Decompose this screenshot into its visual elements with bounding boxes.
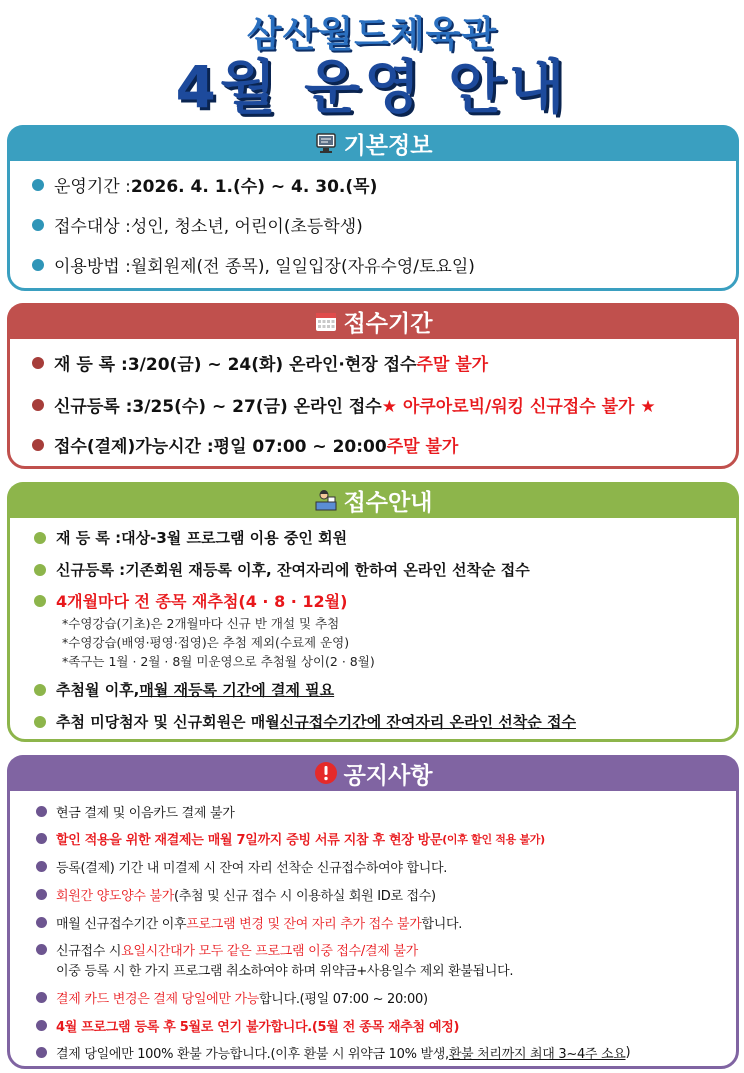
section-notices <box>7 755 739 1069</box>
section-title: 접수기간 <box>343 310 433 337</box>
section-header <box>7 482 739 518</box>
list-item: 신규등록 : 3/25(수) ~ 27(금) 온라인 접수 ★ 아쿠아로빅/워킹 신규접수 불가 ★ <box>32 392 656 417</box>
bullet <box>34 684 46 696</box>
bullet <box>36 806 47 817</box>
bullet <box>34 595 46 607</box>
note-text: *수영강습(배영·평영·접영)은 추첨 제외(수료제 운영) <box>62 635 350 650</box>
section-basic-info <box>7 125 739 291</box>
computer-icon <box>314 131 338 155</box>
bullet <box>34 532 46 544</box>
section-title: 접수안내 <box>343 489 433 516</box>
bullet <box>36 861 47 872</box>
bullet <box>36 889 47 900</box>
bullet <box>34 716 46 728</box>
bullet <box>36 992 47 1003</box>
list-item: 추첨월 이후, 매월 재등록 기간에 결제 필요 <box>34 679 334 700</box>
bullet <box>32 357 44 369</box>
exclamation-icon <box>314 761 338 785</box>
list-item: 추첨 미당첨자 및 신규회원은 매월 신규접수기간에 잔여자리 온라인 선착순 접수 <box>34 711 576 732</box>
note-text: *수영강습(기초)은 2개월마다 신규 반 개설 및 추첨 <box>62 616 340 631</box>
list-item: 할인 적용을 위한 재결제는 매월 7일까지 증빙 서류 지참 후 현장 방문 (이후 할인 적용 불가) <box>36 829 545 848</box>
bullet <box>36 1047 47 1058</box>
list-item: 현금 결제 및 이음카드 결제 불가 <box>36 802 235 821</box>
section-header <box>7 125 739 161</box>
list-item: 접수(결제)가능시간 : 평일 07:00 ~ 20:00 주말 불가 <box>32 432 458 457</box>
list-item: 4개월마다 전 종목 재추첨(4 · 8 · 12월) <box>34 589 347 612</box>
calendar-icon <box>314 309 338 333</box>
section-header <box>7 755 739 791</box>
list-item: 결제 카드 변경은 결제 당일에만 가능 합니다.(평일 07:00 ~ 20:00) <box>36 988 428 1007</box>
page-title: 삼산월드체육관 <box>246 14 498 55</box>
note-text: 이중 등록 시 한 가지 프로그램 취소하여야 하며 위약금+사용일수 제외 환불됩니다. <box>56 964 514 979</box>
bullet <box>34 564 46 576</box>
bullet <box>36 944 47 955</box>
bullet <box>32 219 44 231</box>
list-item: 재 등 록 : 3/20(금) ~ 24(화) 온라인·현장 접수 주말 불가 <box>32 350 488 375</box>
section-header <box>7 303 739 339</box>
bullet <box>36 1020 47 1031</box>
section-registration-period <box>7 303 739 469</box>
bullet <box>32 259 44 271</box>
section-title: 기본정보 <box>343 132 433 159</box>
list-item: 매월 신규접수기간 이후 프로그램 변경 및 잔여 자리 추가 접수 불가 합니다. <box>36 913 462 932</box>
note-text: *족구는 1월 · 2월 · 8월 미운영으로 추첨월 상이(2 · 8월) <box>62 654 375 669</box>
list-item: 재 등 록 : 대상-3월 프로그램 이용 중인 회원 <box>34 527 347 548</box>
list-item: 신규접수 시 요일시간대가 모두 같은 프로그램 이중 접수/결제 불가 <box>36 940 418 959</box>
list-item: 등록(결제) 기간 내 미결제 시 잔여 자리 선착순 신규접수하여야 합니다. <box>36 857 447 876</box>
list-item: 결제 당일에만 100% 환불 가능합니다.(이후 환불 시 위약금 10% 발생, 환불 처리까지 최대 3~4주 소요 ) <box>36 1043 630 1062</box>
list-item: 회원간 양도양수 불가 (추첨 및 신규 접수 시 이용하실 회원 ID로 접수) <box>36 885 436 904</box>
section-title: 공지사항 <box>343 762 433 789</box>
bullet <box>32 439 44 451</box>
bullet <box>36 833 47 844</box>
section-registration-guide <box>7 482 739 742</box>
list-item: 운영기간 : 2026. 4. 1.(수) ~ 4. 30.(목) <box>32 172 377 197</box>
bullet <box>32 399 44 411</box>
list-item: 이용방법 : 월회원제(전 종목), 일일입장(자유수영/토요일) <box>32 252 475 277</box>
reception-desk-icon <box>314 488 338 512</box>
page-subtitle: 4월 운영 안내 <box>175 53 569 121</box>
bullet <box>32 179 44 191</box>
bullet <box>36 917 47 928</box>
list-item: 신규등록 : 기존회원 재등록 이후, 잔여자리에 한하여 온라인 선착순 접수 <box>34 559 530 580</box>
list-item: 4월 프로그램 등록 후 5월로 연기 불가합니다.(5월 전 종목 재추첨 예정) <box>36 1016 459 1035</box>
list-item: 접수대상 : 성인, 청소년, 어린이(초등학생) <box>32 212 363 237</box>
